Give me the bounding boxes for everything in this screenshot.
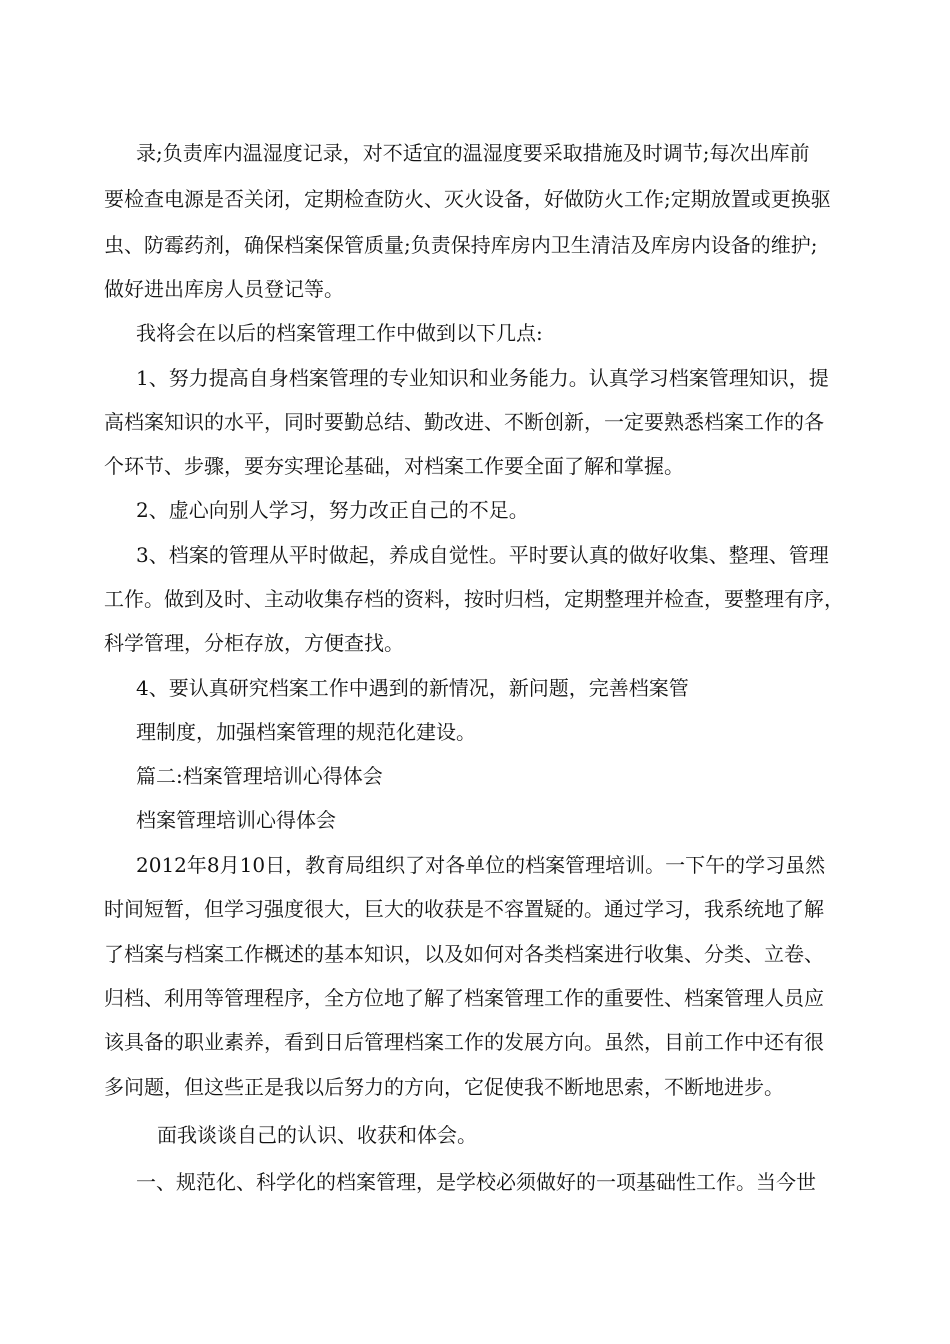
- section-title: 篇二:档案管理培训心得体会: [136, 764, 383, 788]
- text-line: 该具备的职业素养，看到日后管理档案工作的发展方向。虽然，目前工作中还有很: [104, 1030, 824, 1054]
- article-title: 档案管理培训心得体会: [136, 808, 336, 832]
- text-line: 3、档案的管理从平时做起，养成自觉性。平时要认真的做好收集、整理、管理: [136, 543, 829, 567]
- text-line: 2、虚心向别人学习，努力改正自己的不足。: [136, 498, 529, 522]
- text-line: 时间短暂，但学习强度很大，巨大的收获是不容置疑的。通过学习，我系统地了解: [104, 897, 824, 921]
- text-line: 多问题，但这些正是我以后努力的方向，它促使我不断地思索，不断地进步。: [104, 1075, 784, 1099]
- text-line: 要检查电源是否关闭，定期检查防火、灭火设备，好做防火工作;定期放置或更换驱: [104, 187, 831, 211]
- text-line: 工作。做到及时、主动收集存档的资料，按时归档，定期整理并检查，要整理有序，: [104, 587, 844, 611]
- text-line: 做好进出库房人员登记等。: [104, 277, 344, 301]
- text-line: 个环节、步骤，要夯实理论基础，对档案工作要全面了解和掌握。: [104, 454, 684, 478]
- text-line: 面我谈谈自己的认识、收获和体会。: [157, 1123, 477, 1147]
- text-line: 4、要认真研究档案工作中遇到的新情况，新问题，完善档案管: [136, 676, 689, 700]
- text-line: 一、规范化、科学化的档案管理，是学校必须做好的一项基础性工作。当今世: [136, 1170, 816, 1194]
- text-line: 科学管理，分柜存放，方便查找。: [104, 631, 404, 655]
- text-line: 高档案知识的水平，同时要勤总结、勤改进、不断创新，一定要熟悉档案工作的各: [104, 410, 824, 434]
- text-line: 理制度，加强档案管理的规范化建设。: [136, 720, 476, 744]
- text-line: 2012年8月10日，教育局组织了对各单位的档案管理培训。一下午的学习虽然: [136, 853, 826, 877]
- text-line: 录;负责库内温湿度记录，对不适宜的温湿度要采取措施及时调节;每次出库前: [136, 141, 810, 165]
- text-line: 了档案与档案工作概述的基本知识，以及如何对各类档案进行收集、分类、立卷、: [104, 942, 824, 966]
- text-line: 归档、利用等管理程序，全方位地了解了档案管理工作的重要性、档案管理人员应: [104, 986, 824, 1010]
- text-line: 虫、防霉药剂，确保档案保管质量;负责保持库房内卫生清洁及库房内设备的维护;: [104, 233, 818, 257]
- text-line: 1、努力提高自身档案管理的专业知识和业务能力。认真学习档案管理知识，提: [136, 366, 829, 390]
- text-line: 我将会在以后的档案管理工作中做到以下几点:: [136, 321, 543, 345]
